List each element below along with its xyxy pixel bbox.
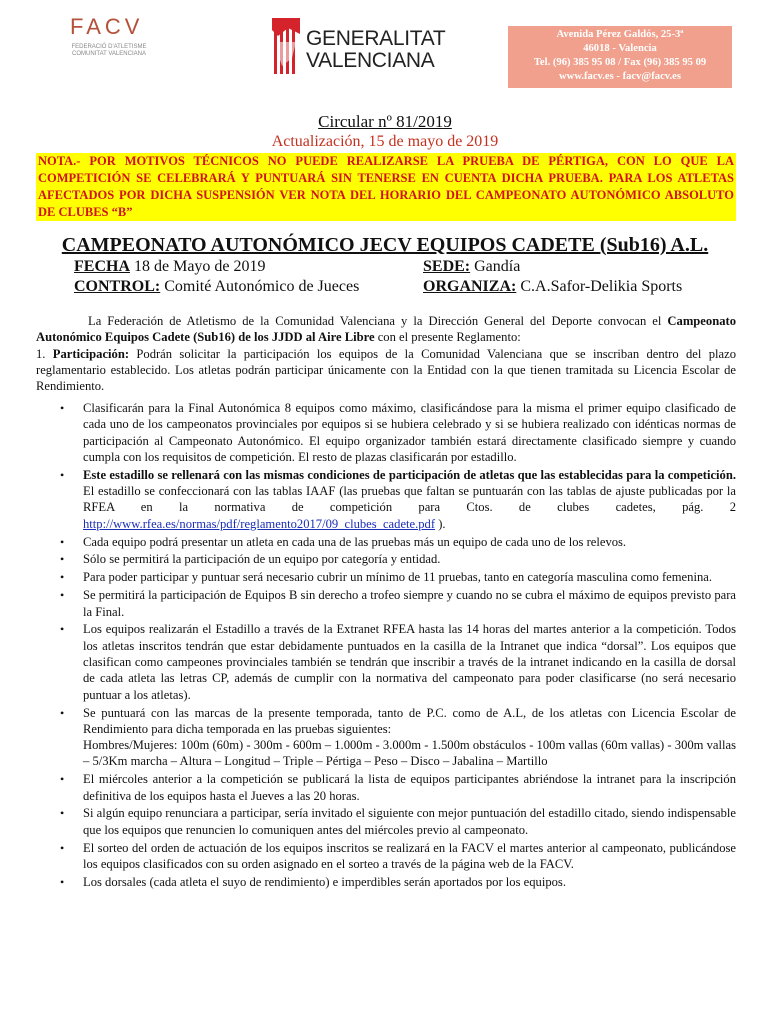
address-web-email: www.facv.es - facv@facv.es: [559, 71, 681, 82]
generalitat-logo-text: [306, 28, 445, 72]
rule-item: [36, 534, 736, 550]
rule-text: Si algún equipo renunciara a participar, sería invitado el siguiente con mejor puntuación del estadillo citado, siendo indispensable que los equipos que renuncien lo comuniquen antes del miércoles previo al campeonato.: [83, 806, 736, 837]
control-row: [74, 278, 359, 296]
sede-label: SEDE:: [423, 258, 471, 275]
intro-text-end: con el presente Reglamento:: [374, 330, 521, 345]
organiza-label: ORGANIZA:: [423, 278, 517, 295]
organiza-value: C.A.Safor-Delikia Sports: [516, 278, 683, 295]
generalitat-logo: [268, 14, 448, 84]
bullet-icon: •: [60, 705, 65, 720]
intro-paragraph: [36, 313, 736, 394]
circular-number: Circular nº 81/2019: [318, 112, 452, 131]
bullet-icon: •: [60, 874, 65, 889]
rule-item: [36, 569, 736, 585]
address-line1: Avenida Pérez Galdós, 25-3ª: [556, 29, 684, 40]
rule-text-end: ).: [435, 516, 446, 531]
rule-text: Para poder participar y puntuar será necesario cubrir un mínimo de 11 pruebas, tanto en categoría masculina como femenina.: [83, 570, 712, 585]
bullet-icon: •: [60, 588, 65, 603]
rule-item: [36, 840, 736, 873]
bullet-icon: •: [60, 622, 65, 637]
address-line2: 46018 - Valencia: [583, 43, 657, 54]
bullet-icon: •: [60, 534, 65, 549]
rule-item: [36, 551, 736, 567]
rule-text: Cada equipo podrá presentar un atleta en cada una de las pruebas más un equipo de cada uno de los relevos.: [83, 534, 627, 549]
rule-bold-text: Este estadillo se rellenará con las mismas condiciones de participación de atletas que las establecidas para la competición.: [83, 467, 736, 482]
facv-logo: [62, 14, 154, 78]
regulation-link[interactable]: http://www.rfea.es/normas/pdf/reglamento2017/09_clubes_cadete.pdf: [83, 516, 436, 531]
rule-item: [36, 874, 736, 890]
rule-text: Se puntuará con las marcas de la presente temporada, tanto de P.C. como de A.L, de los atletas con Licencia Escolar de Rendimiento para dicha temporada en las pruebas siguientes:: [83, 705, 736, 736]
rule-text: El sorteo del orden de actuación de los equipos inscritos se realizará en la FACV el martes anterior al campeonato, publicándose los equipos clasificados con su orden asignado en el sorteo a través de la página web de la FACV.: [83, 840, 736, 871]
rule-text: El miércoles anterior a la competición se publicará la lista de equipos participantes abriéndose la intranet para la inscripción definitiva de los equipos hasta el Jueves a las 20 horas.: [83, 772, 736, 803]
address-box: [508, 26, 732, 88]
rules-list: [36, 400, 736, 892]
facv-logo-text: FACV: [70, 14, 144, 39]
control-label: CONTROL:: [74, 278, 161, 295]
bullet-icon: •: [60, 840, 65, 855]
rule-text: Sólo se permitirá la participación de un equipo por categoría y entidad.: [83, 552, 441, 567]
participation-number: 1.: [36, 346, 53, 361]
rule-item: [36, 805, 736, 838]
address-phone: Tel. (96) 385 95 08 / Fax (96) 385 95 09: [533, 57, 707, 68]
rule-item: [36, 771, 736, 804]
rule-text: Los dorsales (cada atleta el suyo de rendimiento) e imperdibles serán aportados por los equipos.: [83, 874, 566, 889]
rule-item: [36, 705, 736, 770]
sede-value: Gandía: [470, 258, 521, 275]
generalitat-line1: GENERALITAT: [306, 27, 446, 50]
rule-text: Se permitirá la participación de Equipos B sin derecho a trofeo siempre y cuando no se cubra el máximo de equipos previsto para la Final.: [83, 588, 736, 619]
rule-text: Los equipos realizarán el Estadillo a través de la Extranet RFEA hasta las 14 horas del martes anterior a la competición. Todos los atletas inscritos tendrán que estar debidamente puntuados en la casilla de la Intranet que indica “dorsal”. Los equipos que clasifican como campeones provinciales también se tendrán que inscribir a través de la intranet indicando en la casilla de dorsal de cada atleta las letras CP, además de cumplir con la normativa del campeonato para poder clasificarse (no será necesario puntuar a los atletas).: [83, 622, 736, 702]
update-date: Actualización, 15 de mayo de 2019: [271, 133, 499, 150]
rule-item: [36, 400, 736, 465]
intro-bold: Campeonato Autonómico Equipos Cadete (Sub16) de los JJDD al Aire Libre: [36, 314, 736, 345]
control-value: Comité Autonómico de Jueces: [160, 278, 360, 295]
fecha-label: FECHA: [74, 258, 130, 275]
championship-title: CAMPEONATO AUTONÓMICO JECV EQUIPOS CADETE (Sub16) A.L.: [61, 234, 709, 256]
bullet-icon: •: [60, 772, 65, 787]
facv-logo-subtext: FEDERACIÓ D'ATLETISME COMUNITAT VALENCIANA: [71, 44, 147, 57]
participation-label: Participación:: [52, 346, 130, 361]
rule-item: [36, 621, 736, 702]
bullet-icon: •: [60, 552, 65, 567]
organiza-row: [423, 278, 682, 296]
fecha-row: [74, 258, 266, 276]
bullet-icon: •: [60, 467, 65, 482]
rule-text: Clasificarán para la Final Autonómica 8 equipos como máximo, clasificándose para la misma el primer equipo clasificado de cada uno de los campeonatos provinciales por equipos si se hubiera celebrado y si se hubiera realizado con idénticas normas de participación al Campeonato Autonómico. El equipo organizador también estará directamente clasificado siempre y cuando cumpla con los requisitos de competición. El resto de plazas clasificarán por estadillo.: [83, 401, 736, 464]
rule-item: [36, 587, 736, 620]
rule-text: El estadillo se confeccionará con las tablas IAAF (las pruebas que faltan se puntuarán con las tablas de ajuste publicadas por la RFEA en la normativa de competición para Ctos. de clubes cadetes, pág. 2: [83, 484, 736, 515]
intro-text: La Federación de Atletismo de la Comunidad Valenciana y la Dirección General del Deporte convocan el: [88, 314, 668, 328]
bullet-icon: •: [60, 806, 65, 821]
events-list-text: Hombres/Mujeres: 100m (60m) - 300m - 600m – 1.000m - 3.000m - 1.500m obstáculos - 100m vallas (60m vallas) - 300m vallas – 5/3Km marcha – Altura – Longitud – Triple – Pértiga – Peso – Disco – Jabalina – Martillo: [83, 738, 736, 769]
generalitat-emblem-icon: [268, 14, 304, 80]
important-note: NOTA.- POR MOTIVOS TÉCNICOS NO PUEDE REALIZARSE LA PRUEBA DE PÉRTIGA, CON LO QUE LA COMPETICIÓN SE CELEBRARÁ Y PUNTUARÁ SIN TENERSE EN CUENTA DICHA PRUEBA. PARA LOS ATLETAS AFECTADOS POR DICHA SUSPENSIÓN VER NOTA DEL HORARIO DEL CAMPEONATO AUTONÓMICO ABSOLUTO DE CLUBES “B”: [38, 154, 734, 219]
rule-item: [36, 467, 736, 532]
fecha-value: 18 de Mayo de 2019: [130, 258, 266, 275]
sede-row: [423, 258, 520, 276]
participation-text: Podrán solicitar la participación los equipos de la Comunidad Valenciana que se inscriban dentro del plazo reglamentario establecido. Los atletas podrán participar únicamente con la Entidad con la que tienen tramitada su Licencia Escolar de Rendimiento.: [36, 346, 736, 394]
bullet-icon: •: [60, 401, 65, 415]
generalitat-line2: VALENCIANA: [306, 49, 435, 72]
bullet-icon: •: [60, 570, 65, 585]
